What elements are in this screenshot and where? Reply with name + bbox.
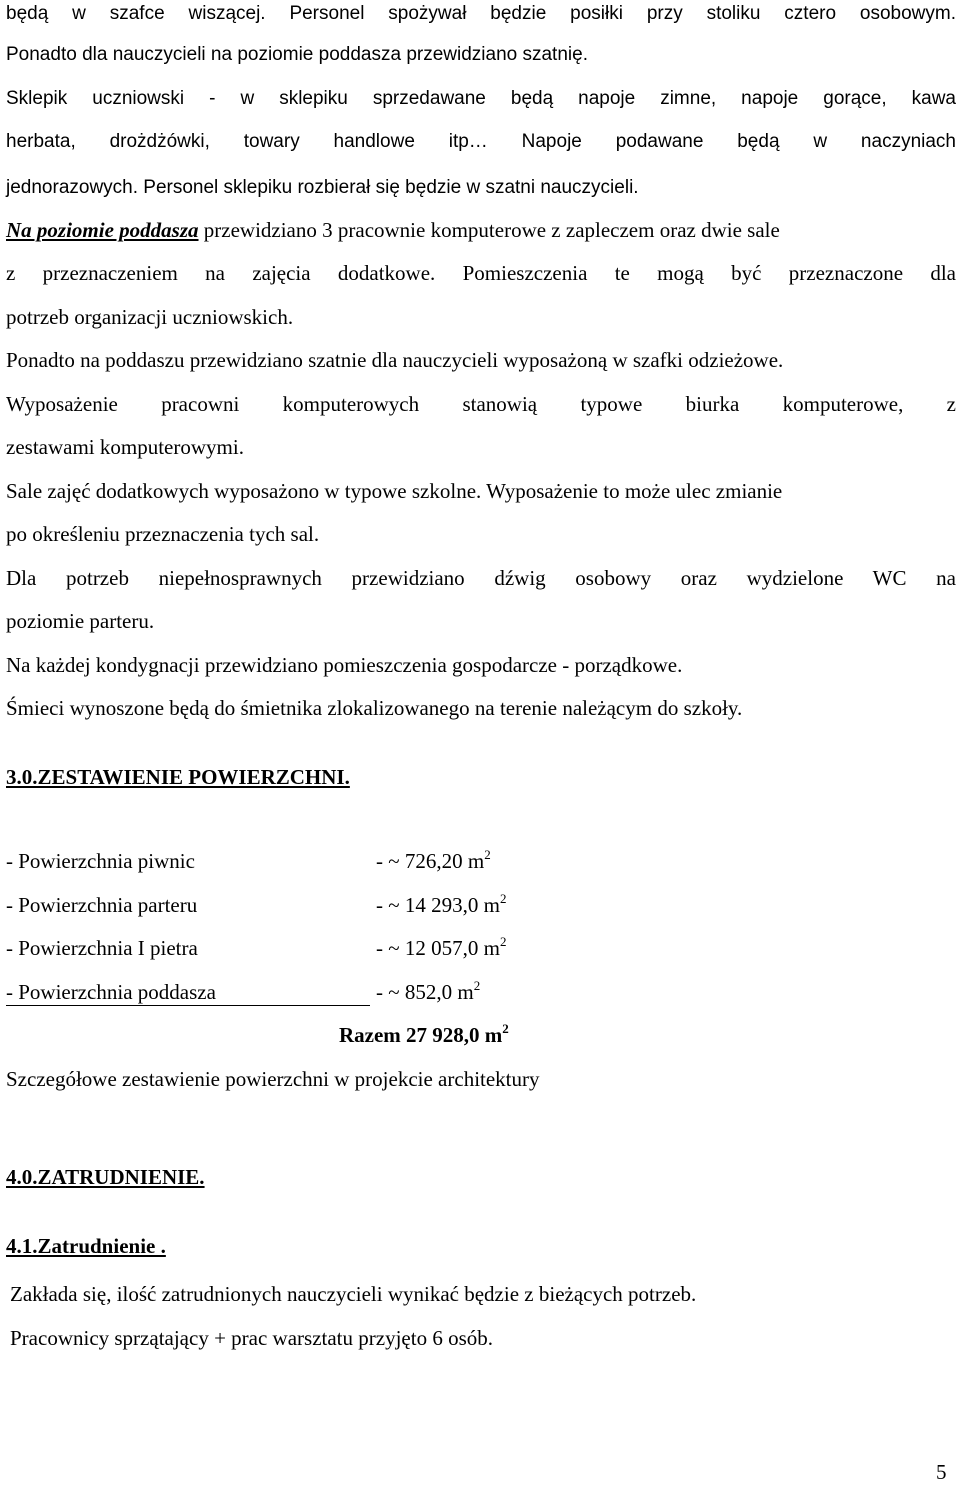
paragraph-line [6, 216, 956, 244]
area-label: - Powierzchnia poddasza [6, 980, 216, 1004]
paragraph-line: Sale zajęć dodatkowych wyposażono w typowe szkolne. Wyposażenie to może ulec zmianie [6, 479, 783, 503]
paragraph-line: Wyposażenie pracowni komputerowych stanowią typowe biurka komputerowe, z [6, 392, 956, 416]
area-total: Razem 27 928,0 $m^2$ [339, 1021, 509, 1047]
paragraph-line: potrzeb organizacji uczniowskich. [6, 305, 294, 329]
text-span: Personel sklepiku rozbierał się będzie w szatni nauczycieli. [143, 177, 639, 198]
paragraph-line [6, 172, 956, 202]
paragraph-line: po określeniu przeznaczenia tych sal. [6, 522, 320, 546]
paragraph-line: Dla potrzeb niepełnosprawnych przewidziano dźwig osobowy oraz wydzielone WC na [6, 566, 956, 590]
paragraph-line: będą w szafce wiszącej. Personel spożywał będzie posiłki przy stoliku cztero osobowym. [6, 3, 956, 24]
paragraph-line: z przeznaczeniem na zajęcia dodatkowe. Pomieszczenia te mogą być przeznaczone dla [6, 261, 956, 285]
area-value: - ~ 12 057,0 $m^2$ [376, 934, 507, 960]
area-value: - ~ 852,0 $m^2$ [376, 978, 481, 1004]
area-label: - Powierzchnia piwnic [6, 849, 195, 873]
text-span: przewidziano 3 pracownie komputerowe z zapleczem oraz dwie sale [198, 218, 780, 242]
area-value: - ~ 726,20 $m^2$ [376, 847, 491, 873]
paragraph-line: Sklepik uczniowski - w sklepiku sprzedawane będą napoje zimne, napoje gorące, kawa [6, 88, 956, 109]
section-heading: 3.0.ZESTAWIENIE POWIERZCHNI. [6, 765, 350, 789]
paragraph-line: Ponadto na poddaszu przewidziano szatnie dla nauczycieli wyposażoną w szafki odzieżowe. [6, 348, 784, 372]
paragraph-line: Ponadto dla nauczycieli na poziomie poddasza przewidziano szatnię. [6, 44, 588, 65]
emphasis-text: Na poziomie poddasza [6, 218, 199, 242]
area-value: - ~ 14 293,0 $m^2$ [376, 891, 507, 917]
text-span: jednorazowych. [6, 177, 139, 198]
paragraph-line: herbata, drożdżówki, towary handlowe itp… Napoje podawane będą w naczyniach [6, 131, 956, 152]
area-label: - Powierzchnia I pietra [6, 936, 198, 960]
underline-divider [6, 1005, 370, 1006]
subsection-heading: 4.1.Zatrudnienie . [6, 1234, 166, 1258]
page-number: 5 [936, 1460, 947, 1484]
paragraph-line: poziomie parteru. [6, 609, 155, 633]
paragraph-line: Pracownicy sprzątający + prac warsztatu przyjęto 6 osób. [10, 1326, 493, 1350]
paragraph-line: Na każdej kondygnacji przewidziano pomieszczenia gospodarcze - porządkowe. [6, 653, 683, 677]
paragraph-line: zestawami komputerowymi. [6, 435, 244, 459]
paragraph-line: Zakłada się, ilość zatrudnionych nauczycieli wynikać będzie z bieżących potrzeb. [10, 1282, 697, 1306]
paragraph-line: Śmieci wynoszone będą do śmietnika zlokalizowanego na terenie należącym do szkoły. [6, 696, 743, 720]
area-label: - Powierzchnia parteru [6, 893, 198, 917]
area-note: Szczegółowe zestawienie powierzchni w projekcie architektury [6, 1067, 540, 1091]
section-heading: 4.0.ZATRUDNIENIE. [6, 1165, 205, 1189]
